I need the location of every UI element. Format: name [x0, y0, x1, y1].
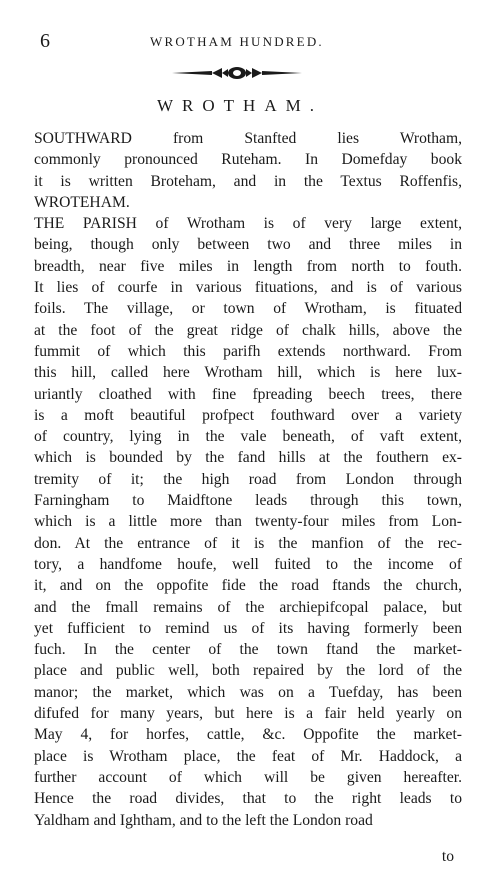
text-line: tremity of it; the high road from London through [34, 470, 462, 488]
text-line: don. At the entrance of it is the manfion of the rec- [34, 534, 462, 552]
text-line: further account of which will be given hereafter. [34, 768, 462, 786]
text-line: of country, lying in the vale beneath, of vaft extent, [34, 428, 462, 446]
text-line: which is a little more than twenty-four miles from Lon- [34, 513, 462, 531]
text-line: uriantly cloathed with fine fpreading beech trees, there [34, 385, 462, 403]
text-line: place and public well, both repaired by the lord of the [34, 662, 462, 680]
text-line: foils. The village, or town of Wrotham, is fituated [34, 300, 462, 318]
text-line: tory, a handfome houfe, well fuited to the income of [34, 555, 462, 573]
section-title: WROTHAM. [157, 96, 323, 115]
text-line: it is written Broteham, and in the Textus Roffenfis, [34, 172, 462, 190]
page-number: 6 [40, 30, 50, 52]
text-line: Farningham to Maidftone leads through this town, [34, 492, 462, 510]
text-line: Yaldham and Ightham, and to the left the London road [34, 811, 373, 829]
text-line: It lies of courfe in various fituations, and is of various [34, 279, 462, 297]
text-line: SOUTHWARD from Stanfted lies Wrotham, [34, 130, 462, 147]
text-line: breadth, near five miles in length from north to fouth. [34, 257, 462, 275]
text-line: being, though only between two and three miles in [34, 236, 462, 254]
text-line: May 4, for horfes, cattle, &c. Oppofite the market- [34, 726, 462, 744]
running-title: WROTHAM HUNDRED. [150, 34, 324, 49]
text-line: this hill, called here Wrotham hill, which is here lux- [34, 364, 462, 382]
text-line: manor; the market, which was on a Tuefday, has been [34, 683, 462, 701]
text-line: which is bounded by the fand hills at the fouthern ex- [34, 449, 462, 467]
text-line: fummit of which this parifh extends northward. From [34, 342, 462, 360]
text-line: and the fmall remains of the archiepifcopal palace, but [34, 598, 462, 616]
text-line: commonly pronounced Ruteham. In Domefday book [34, 151, 462, 169]
printer-ornament-icon [172, 66, 302, 80]
text-line: WROTEHAM. [34, 193, 130, 211]
text-line: Hence the road divides, that to the right leads to [34, 790, 462, 808]
text-line: difufed for many years, but here is a fair held yearly on [34, 705, 462, 723]
text-line: THE PARISH of Wrotham is of very large extent, [34, 215, 462, 233]
catchword: to [441, 848, 454, 865]
body-text [34, 128, 462, 831]
text-line: place is Wrotham place, the feat of Mr. Haddock, a [34, 747, 462, 765]
text-line: is a moft beautiful profpect fouthward over a variety [34, 406, 462, 424]
text-line: yet fufficient to remind us of its having formerly been [34, 619, 462, 637]
text-line: fuch. In the center of the town ftand the market- [34, 641, 462, 659]
text-line: at the foot of the great ridge of chalk hills, above the [34, 321, 462, 339]
text-line: it, and on the oppofite fide the road ftands the church, [34, 577, 462, 595]
